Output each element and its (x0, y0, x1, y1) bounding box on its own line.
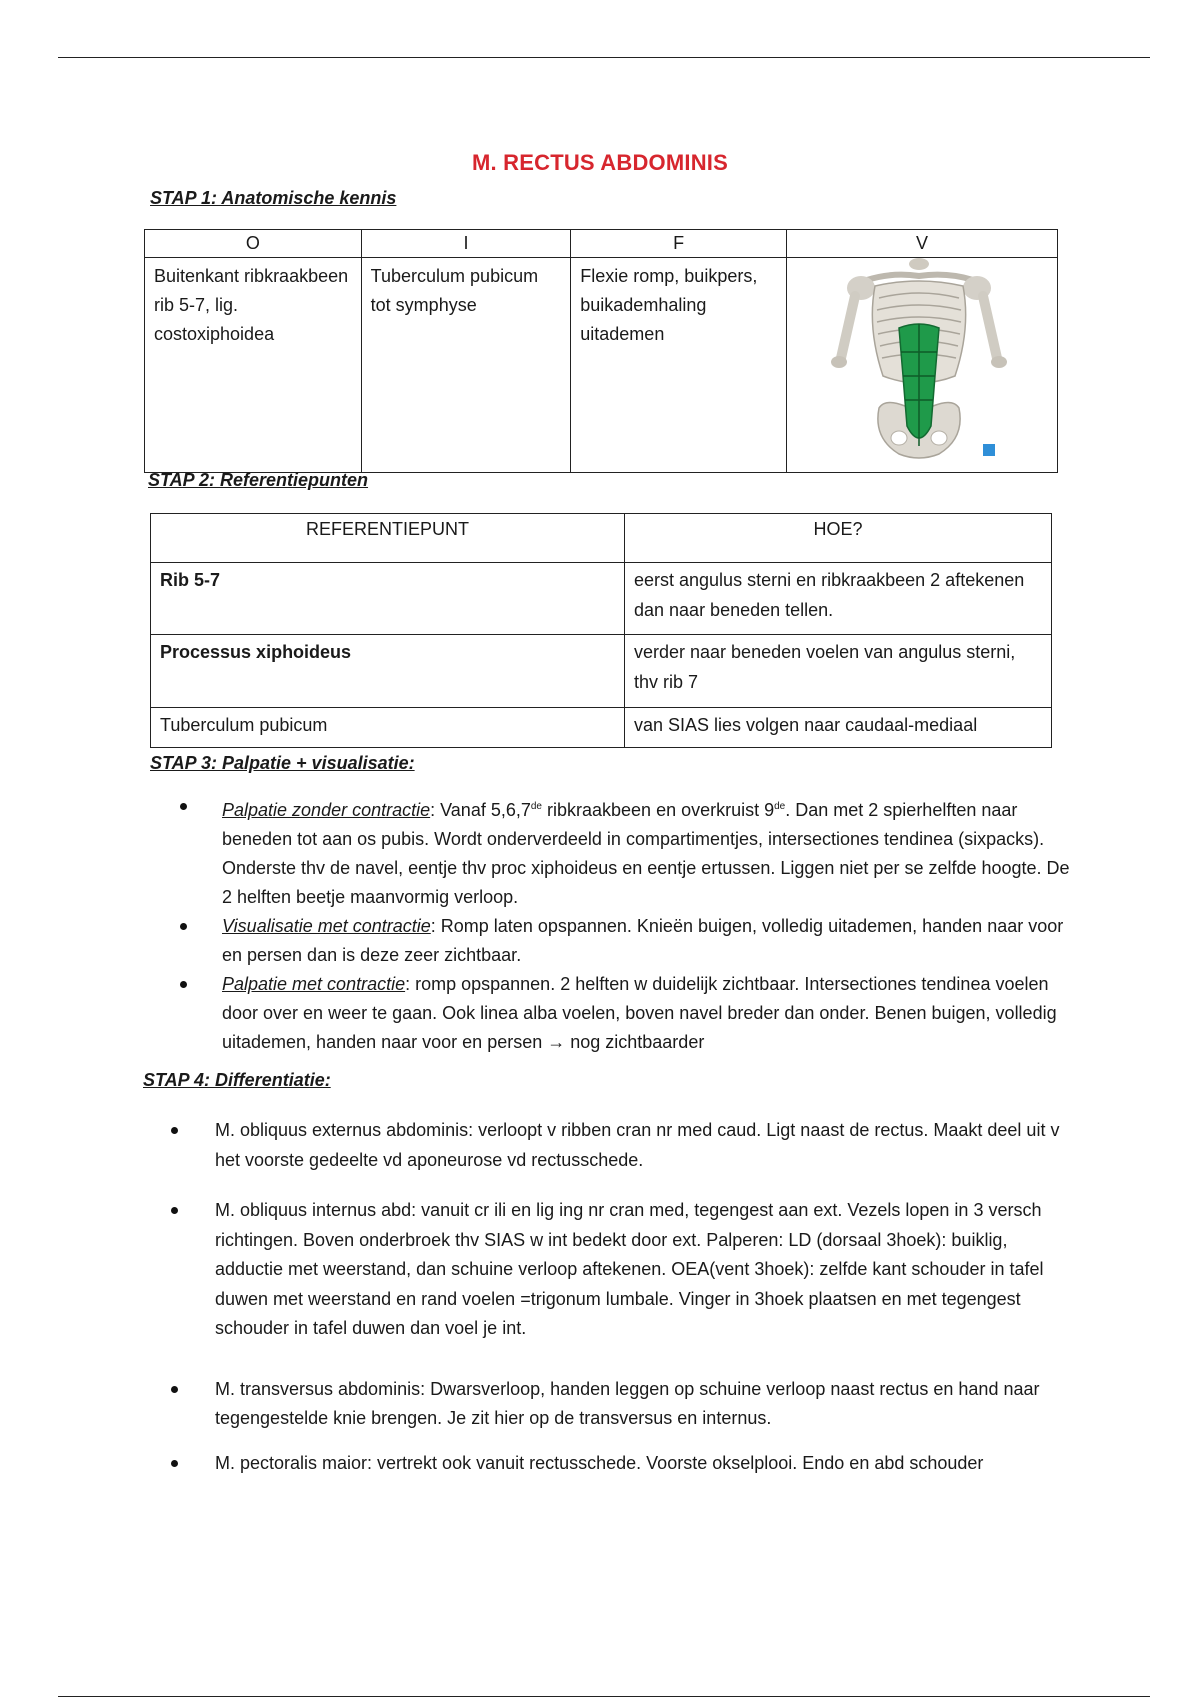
col-header-hoe: HOE? (625, 514, 1052, 563)
rectus-abdominis-illustration (787, 258, 1057, 468)
item-text: : romp opspannen. 2 helften w duidelijk zichtbaar. Intersectiones tendinea voelen door over en weer te gaan. Ook linea alba voelen, boven navel breder dan onder. Benen buigen, volledig uitademen, handen naar voor en persen → nog zichtbaarder (222, 974, 1057, 1052)
item-label: Palpatie met contractie (222, 974, 406, 994)
step1-heading: STAP 1: Anatomische kennis (150, 188, 397, 208)
ref-how: van SIAS lies volgen naar caudaal-mediaal (625, 708, 1052, 748)
bullet-icon (180, 981, 187, 988)
bullet-icon (171, 1386, 178, 1393)
item-label: Palpatie zonder contractie (222, 800, 431, 820)
list-item (215, 1196, 1065, 1344)
list-item (222, 970, 1072, 1057)
anatomy-table (144, 229, 1058, 473)
item-text: : Vanaf 5,6,7 (430, 800, 531, 820)
bullet-icon (180, 803, 187, 810)
ref-point: Processus xiphoideus (151, 635, 625, 708)
table-row (151, 563, 1052, 635)
item-text: M. transversus abdominis: Dwarsverloop, handen leggen op schuine verloop naast rectus en hand naar tegengestelde knie brengen. Je zit hier op de transversus en internus. (215, 1378, 1040, 1428)
item-label: Visualisatie met contractie (222, 916, 431, 936)
item-text: ribkraakbeen en overkruist 9 (542, 800, 775, 820)
col-header-f: F (571, 230, 787, 258)
item-text: M. obliquus internus abd: vanuit cr ili en lig ing nr cran med, tegengest aan ext. Vezels lopen in 3 versch richtingen. Boven onderbroek thv SIAS w int bedekt door ext. Palperen: LD (dorsaal 3hoek): buiklig, adductie met weerstand, dan schuine verloop aftekenen. OEA(vent 3hoek): zelfde kant schouder in tafel duwen met weerstand en rand voelen =trigonum lumbale. Vinger in 3hoek plaatsen en met tegengest schouder in tafel duwen dan voel je int. (215, 1200, 1044, 1338)
bullet-icon (171, 1127, 178, 1134)
step4-heading: STAP 4: Differentiatie: (143, 1070, 331, 1090)
table-row (151, 708, 1052, 748)
item-text: M. pectoralis maior: vertrekt ook vanuit rectusschede. Voorste okselplooi. Endo en abd schouder (215, 1452, 984, 1473)
bullet-icon (171, 1460, 178, 1467)
col-header-o: O (145, 230, 362, 258)
col-header-v: V (787, 230, 1058, 258)
col-header-i: I (361, 230, 571, 258)
list-item (222, 912, 1072, 970)
visual-cell (787, 258, 1058, 473)
ref-point: Tuberculum pubicum (151, 708, 625, 748)
table-row (151, 635, 1052, 708)
bullet-icon (180, 923, 187, 930)
palpation-list (222, 792, 1072, 1057)
origin-cell: Buitenkant ribkraakbeen rib 5-7, lig. costoxiphoidea (145, 258, 362, 473)
item-text: M. obliquus externus abdominis: verloopt v ribben cran nr med caud. Ligt naast de rectus. Maakt deel uit v het voorste gedeelte vd aponeurose vd rectusschede. (215, 1120, 1060, 1170)
top-rule (58, 57, 1150, 58)
item-sup: de (774, 801, 786, 812)
image-handle-icon (983, 444, 995, 456)
function-cell: Flexie romp, buikpers, buikademhaling uitademen (571, 258, 787, 473)
bottom-rule (58, 1696, 1150, 1697)
step3-heading: STAP 3: Palpatie + visualisatie: (150, 753, 415, 773)
reference-table (150, 513, 1052, 748)
insertion-cell: Tuberculum pubicum tot symphyse (361, 258, 571, 473)
ref-point: Rib 5-7 (151, 563, 625, 635)
item-text: . Dan met 2 spierhelften naar beneden tot aan os pubis. Wordt onderverdeeld in compartimentjes, intersectiones tendinea (sixpacks). Onderste thv de navel, eentje thv proc xiphoideus en eentje ertussen. Liggen niet per se zelfde hoogte. De 2 helften beetje maanvormig verloop. (222, 800, 1070, 907)
page-title: M. RECTUS ABDOMINIS (472, 150, 728, 175)
item-sup: de (530, 801, 542, 812)
list-item (215, 1449, 1065, 1479)
differentiation-list (215, 1116, 1065, 1478)
bullet-icon (171, 1207, 178, 1214)
list-item (222, 792, 1072, 912)
step2-heading: STAP 2: Referentiepunten (148, 470, 369, 490)
item-text: : Romp laten opspannen. Knieën buigen, volledig uitademen, handen naar voor en persen dan is deze zeer zichtbaar. (222, 916, 1064, 965)
col-header-referentiepunt: REFERENTIEPUNT (151, 514, 625, 563)
ref-how: verder naar beneden voelen van angulus sterni, thv rib 7 (625, 635, 1052, 708)
ref-how: eerst angulus sterni en ribkraakbeen 2 aftekenen dan naar beneden tellen. (625, 563, 1052, 635)
list-item (215, 1375, 1065, 1434)
list-item (215, 1116, 1065, 1175)
